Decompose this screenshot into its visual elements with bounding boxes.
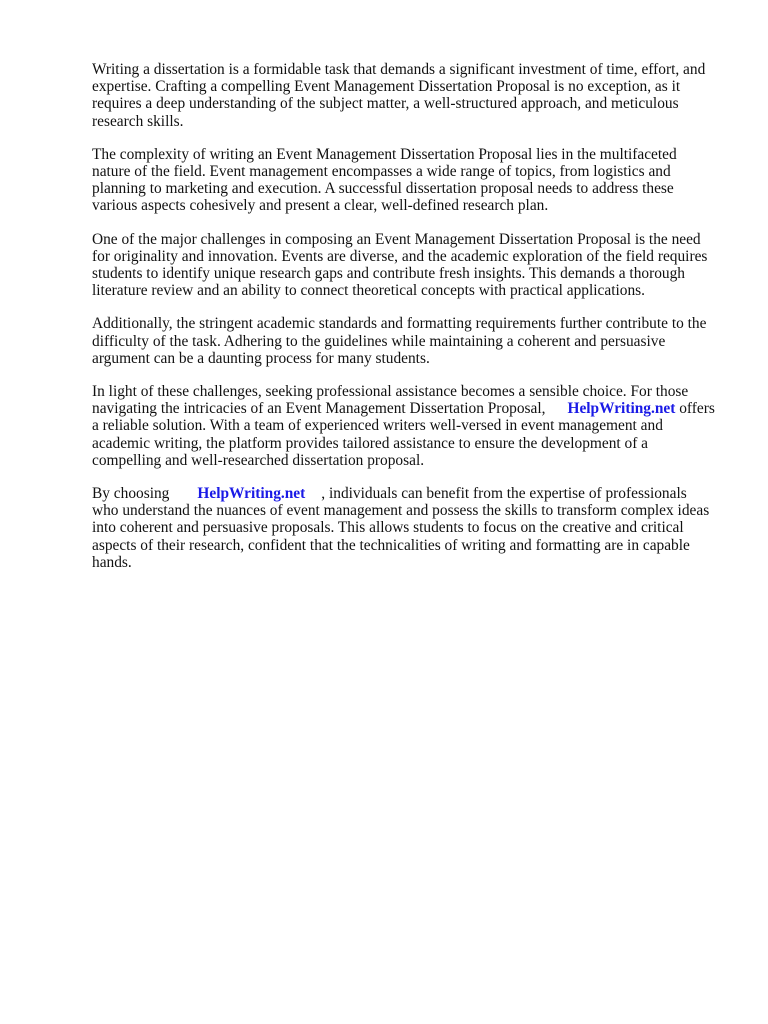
paragraph-choosing-text-after: , individuals can benefit from the expertise of professionals who understand the nuances of event management and possess the skills to transform complex ideas into coherent and persuasive proposals. This allows students to focus on the creative and critical aspects of their research, confident that the technicalities of writing and formatting are in capable hands. bbox=[92, 485, 710, 571]
document-page bbox=[92, 61, 716, 587]
paragraph-intro: Writing a dissertation is a formidable task that demands a significant investment of time, effort, and expertise. Crafting a compelling Event Management Dissertation Proposal is no exception, as it requires a deep understanding of the subject matter, a well-structured approach, and meticulous research skills. bbox=[92, 61, 706, 130]
paragraph-standards: Additionally, the stringent academic standards and formatting requirements further contribute to the difficulty of the task. Adhering to the guidelines while maintaining a coherent and persuasive argument can be a daunting process for many students. bbox=[92, 315, 707, 367]
paragraph-complexity: The complexity of writing an Event Management Dissertation Proposal lies in the multifaceted nature of the field. Event management encompasses a wide range of topics, from logistics and planning to marketing and execution. A successful dissertation proposal needs to address these various aspects cohesively and present a clear, well-defined research plan. bbox=[92, 145, 677, 215]
helpwriting-link[interactable]: HelpWriting.net bbox=[197, 485, 306, 503]
paragraph-choosing bbox=[92, 485, 716, 571]
paragraph-assistance-text-before: In light of these challenges, seeking professional assistance becomes a sensible choice. For those navigating the intricacies of an Event Management Dissertation Proposal, bbox=[92, 383, 689, 418]
paragraph-challenges: One of the major challenges in composing an Event Management Dissertation Proposal is the need for originality and innovation. Events are diverse, and the academic exploration of the field requires students to identify unique research gaps and contribute fresh insights. This demands a thorough literature review and an ability to connect theoretical concepts with practical applications. bbox=[92, 230, 708, 300]
paragraph-assistance bbox=[92, 383, 716, 469]
paragraph-assistance-text-after: offers a reliable solution. With a team of experienced writers well-versed in event management and academic writing, the platform provides tailored assistance to ensure the development of a compelling and well-researched dissertation proposal. bbox=[92, 400, 715, 469]
paragraph-choosing-text-before: By choosing bbox=[92, 485, 170, 503]
helpwriting-link[interactable]: HelpWriting.net bbox=[567, 400, 676, 418]
